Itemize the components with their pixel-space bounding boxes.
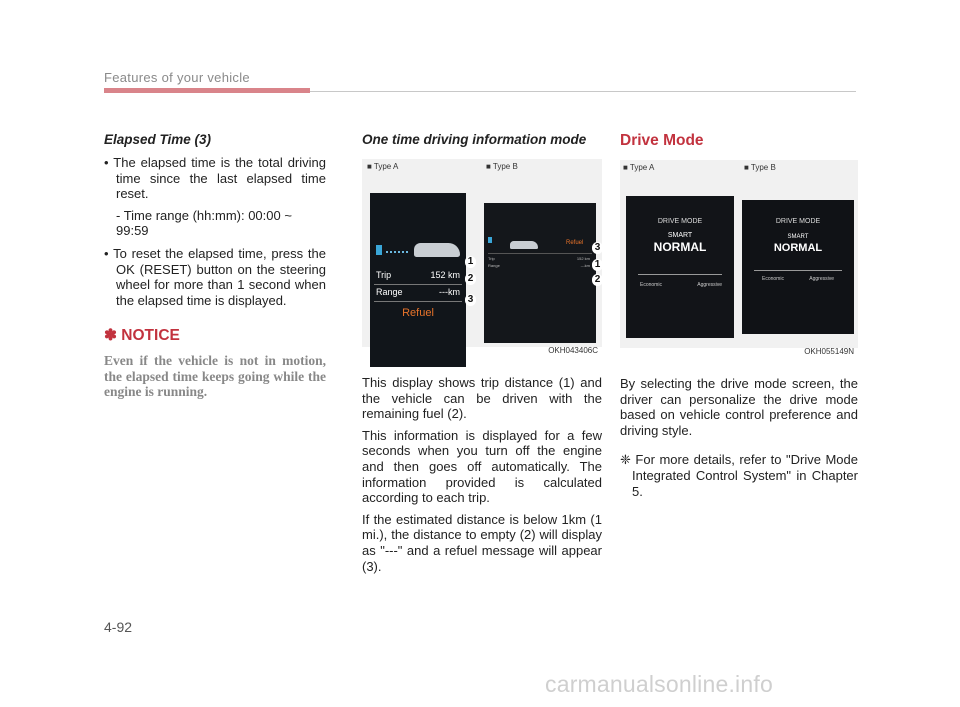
type-b-drive-screen <box>742 200 854 334</box>
range-label-b: Range <box>488 263 500 268</box>
notice-heading: ✽ NOTICE <box>104 327 180 345</box>
driving-info-p3: If the estimated distance is below 1km (1 mi.), the distance to empty (2) will display as "---" and a refuel message will appear (3). <box>362 511 602 574</box>
elapsed-time-bullet-2: • To reset the elapsed time, press the OK (RESET) button on the steering wheel for more than 1 second when the elapsed time is displayed. <box>104 245 326 308</box>
normal-label: NORMAL <box>653 240 707 254</box>
type-b-cluster-screen <box>484 203 596 343</box>
time-range-text: - Time range (hh:mm): 00:00 ~ 99:59 <box>116 207 292 239</box>
type-a-drive-screen <box>626 196 734 338</box>
aggressive-label-b: Aggressive <box>809 276 834 282</box>
figure-code: OKH043406C <box>548 346 598 355</box>
mode-scale-b <box>754 270 842 271</box>
smart-label-b: SMART <box>787 234 809 240</box>
driving-info-heading: One time driving information mode <box>362 132 587 147</box>
trip-label-b: Trip <box>488 256 495 261</box>
smart-label: SMART <box>667 232 693 239</box>
callout-b-2: 2 <box>592 274 603 286</box>
drive-mode-heading: Drive Mode <box>620 132 704 149</box>
car-icon-b <box>510 241 538 249</box>
watermark: carmanualsonline.info <box>545 671 773 697</box>
mode-scale <box>638 274 722 275</box>
drive-mode-title-b: DRIVE MODE <box>775 218 821 225</box>
aggressive-label: Aggressive <box>697 282 722 288</box>
figure-code: OKH055149N <box>804 347 854 356</box>
fuel-icon-b <box>488 237 492 243</box>
driving-info-p1: This display shows trip distance (1) and the vehicle can be driven with the remaining fuel (2). <box>362 375 602 422</box>
driving-info-figure <box>362 159 602 355</box>
normal-label-b: NORMAL <box>773 242 823 254</box>
drive-mode-p1: By selecting the drive mode screen, the driver can personalize the drive mode based on vehicle control preference and driving style. <box>620 376 858 438</box>
notice-body: Even if the vehicle is not in motion, the elapsed time keeps going while the engine is running. <box>104 353 326 399</box>
section-title: Features of your vehicle <box>104 70 250 85</box>
car-icon <box>414 243 460 257</box>
range-value-b: ---km <box>580 263 590 268</box>
callout-1: 1 <box>465 256 476 268</box>
type-b-label: ■ Type B <box>744 163 776 172</box>
refuel-message: Refuel <box>402 307 434 319</box>
elapsed-time-bullet-1: • The elapsed time is the total driving time since the last elapsed time reset. <box>104 155 326 202</box>
fuel-icon <box>376 245 382 255</box>
trip-label: Trip <box>376 270 392 280</box>
page-number: 4-92 <box>104 619 133 635</box>
header-accent-bar <box>104 88 310 93</box>
header-rule <box>310 91 856 92</box>
trip-value-b: 152 km <box>576 256 590 261</box>
progress-dots <box>386 251 408 255</box>
callout-b-1: 1 <box>592 259 603 271</box>
economic-label-b: Economic <box>762 276 784 282</box>
elapsed-time-heading: Elapsed Time (3) <box>104 132 212 147</box>
callout-3: 3 <box>465 294 476 306</box>
range-label: Range <box>376 287 403 297</box>
economic-label: Economic <box>640 282 662 288</box>
trip-value: 152 km <box>430 270 460 280</box>
range-value: ---km <box>439 287 460 297</box>
type-b-label: ■ Type B <box>486 162 518 171</box>
driving-info-column <box>362 132 602 580</box>
elapsed-time-column <box>104 132 326 399</box>
type-a-label: ■ Type A <box>367 162 399 171</box>
driving-info-p2: This information is displayed for a few seconds when you turn off the engine and then goes off automatically. The information provided is calculated according to each trip. <box>362 427 602 506</box>
refuel-message-b: Refuel <box>566 240 584 246</box>
type-a-label: ■ Type A <box>623 163 655 172</box>
drive-mode-title: DRIVE MODE <box>657 218 703 225</box>
callout-b-3: 3 <box>592 242 603 254</box>
drive-mode-note: ❈ For more details, refer to "Drive Mode Integrated Control System" in Chapter 5. <box>620 452 858 499</box>
drive-mode-column <box>620 132 858 499</box>
callout-2: 2 <box>465 273 476 285</box>
type-a-cluster-screen <box>370 193 466 367</box>
drive-mode-figure <box>620 160 858 356</box>
